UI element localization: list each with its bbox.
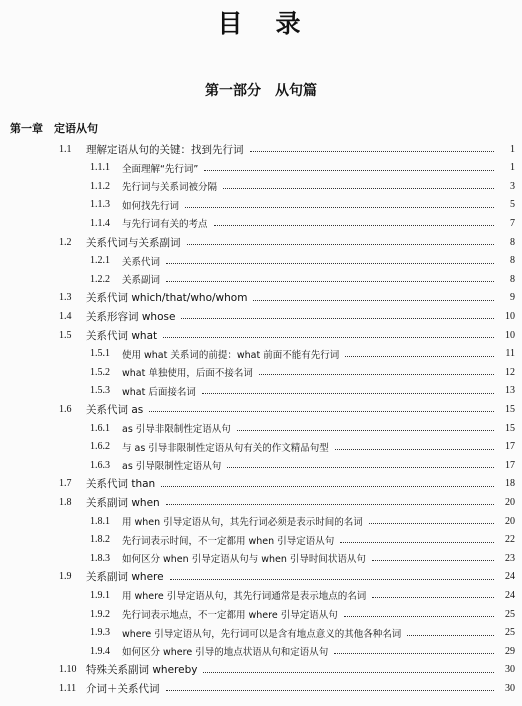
toc-entry-page: 23 bbox=[505, 552, 515, 564]
toc-entry[interactable] bbox=[0, 419, 522, 437]
dot-leader bbox=[166, 262, 494, 264]
toc-entry[interactable] bbox=[0, 586, 522, 604]
dot-leader bbox=[163, 336, 494, 338]
toc-entry-label: 关系代词 bbox=[122, 256, 161, 268]
toc-entry-label: 先行词与关系词被分隔 bbox=[122, 182, 218, 194]
toc-entry[interactable] bbox=[0, 307, 522, 325]
toc-entry[interactable] bbox=[0, 549, 522, 567]
dot-leader bbox=[250, 150, 494, 152]
toc-entry[interactable] bbox=[0, 624, 522, 642]
toc-entry-label: 关系副词 bbox=[122, 275, 161, 287]
toc-entry-page: 10 bbox=[505, 310, 515, 322]
toc-entry[interactable] bbox=[0, 214, 522, 232]
dot-leader bbox=[344, 615, 494, 617]
toc-entry[interactable] bbox=[0, 345, 522, 363]
toc-entry[interactable] bbox=[0, 252, 522, 270]
toc-entry-label: as 引导限制性定语从句 bbox=[122, 461, 222, 473]
toc-entry-number: 1.9.2 bbox=[90, 608, 110, 620]
dot-leader bbox=[259, 373, 494, 375]
toc-entry-number: 1.10 bbox=[59, 664, 77, 676]
dot-leader bbox=[202, 392, 494, 394]
toc-entry-number: 1.5 bbox=[59, 329, 72, 341]
toc-entry-label: as 引导非限制性定语从句 bbox=[122, 424, 231, 435]
toc-entry[interactable] bbox=[0, 661, 522, 679]
toc-entry[interactable] bbox=[0, 177, 522, 195]
dot-leader bbox=[166, 503, 494, 505]
toc-entry-page: 20 bbox=[505, 496, 515, 508]
toc-entry[interactable] bbox=[0, 233, 522, 251]
toc-entry-page: 25 bbox=[505, 608, 515, 620]
toc-entry-page: 29 bbox=[505, 645, 515, 657]
toc-entry-label: 特殊关系副词 whereby bbox=[86, 664, 198, 677]
dot-leader bbox=[204, 169, 494, 171]
toc-entry[interactable] bbox=[0, 438, 522, 456]
toc-entry-label: 关系代词与关系副词 bbox=[86, 236, 181, 249]
dot-leader bbox=[334, 652, 494, 654]
toc-entry-label: 与 as 引导非限制性定语从句有关的作文精品句型 bbox=[122, 442, 329, 454]
dot-leader bbox=[372, 559, 494, 561]
toc-entry[interactable] bbox=[0, 568, 522, 586]
toc-entry-page: 1 bbox=[510, 162, 515, 174]
dot-leader bbox=[369, 522, 494, 524]
toc-entry-number: 1.9.3 bbox=[90, 627, 110, 639]
toc-entry-label: 与先行词有关的考点 bbox=[122, 219, 208, 231]
toc-entry-number: 1.1.1 bbox=[90, 162, 110, 174]
toc-entry-label: 如何找先行词 bbox=[122, 200, 180, 212]
toc-entry-label: where 引导定语从句，先行词可以是含有地点意义的其他各种名词 bbox=[122, 628, 402, 640]
chapter-heading: 第一章 定语从句 bbox=[10, 122, 98, 135]
dot-leader bbox=[214, 224, 494, 226]
toc-entry-label: 关系代词 than bbox=[86, 478, 156, 491]
toc-entry-page: 15 bbox=[505, 403, 515, 415]
dot-leader bbox=[237, 429, 494, 431]
dot-leader bbox=[253, 299, 494, 301]
toc-entry-page: 12 bbox=[505, 366, 515, 378]
toc-entry[interactable] bbox=[0, 326, 522, 344]
toc-entry-page: 8 bbox=[510, 236, 515, 248]
dot-leader bbox=[166, 689, 494, 691]
toc-entry-number: 1.9.4 bbox=[90, 645, 110, 657]
toc-entry-label: 关系代词 what bbox=[86, 329, 158, 342]
dot-leader bbox=[181, 317, 494, 319]
toc-entry-number: 1.2.2 bbox=[90, 273, 110, 285]
toc-entry[interactable] bbox=[0, 642, 522, 660]
toc-entry-page: 8 bbox=[510, 273, 515, 285]
toc-entry[interactable] bbox=[0, 475, 522, 493]
toc-entry-label: what 后面接名词 bbox=[122, 386, 196, 398]
toc-entry-page: 3 bbox=[510, 180, 515, 192]
toc-entry-page: 1 bbox=[510, 143, 515, 155]
toc-entry-page: 24 bbox=[505, 571, 515, 583]
toc-entry-label: 全面理解“先行词” bbox=[122, 163, 199, 175]
toc-entry[interactable] bbox=[0, 196, 522, 214]
toc-entry-label: 先行词表示地点，不一定都用 where 引导定语从句 bbox=[122, 610, 338, 621]
toc-entry-label: 先行词表示时间，不一定都用 when 引导定语从句 bbox=[122, 535, 335, 547]
toc-entry-number: 1.5.2 bbox=[90, 366, 110, 378]
toc-entry-number: 1.9.1 bbox=[90, 589, 110, 601]
toc-entry[interactable] bbox=[0, 531, 522, 549]
toc-entry-page: 7 bbox=[510, 217, 515, 229]
toc-entry-number: 1.5.1 bbox=[90, 348, 110, 360]
toc-entry[interactable] bbox=[0, 493, 522, 511]
dot-leader bbox=[187, 243, 494, 245]
toc-entry-label: 用 where 引导定语从句，其先行词通常是表示地点的名词 bbox=[122, 591, 367, 603]
toc-entry[interactable] bbox=[0, 382, 522, 400]
toc-entry-number: 1.1 bbox=[59, 143, 72, 155]
dot-leader bbox=[223, 187, 494, 189]
dot-leader bbox=[203, 671, 494, 673]
toc-entry[interactable] bbox=[0, 270, 522, 288]
toc-entry-number: 1.1.2 bbox=[90, 180, 110, 192]
toc-entry-number: 1.8.1 bbox=[90, 515, 110, 527]
toc-entry-page: 20 bbox=[505, 515, 515, 527]
dot-leader bbox=[170, 578, 494, 580]
dot-leader bbox=[407, 634, 494, 636]
toc-entry[interactable] bbox=[0, 679, 522, 697]
toc-entry[interactable] bbox=[0, 140, 522, 158]
toc-entry-page: 22 bbox=[505, 534, 515, 546]
toc-entry-number: 1.1.4 bbox=[90, 217, 110, 229]
dot-leader bbox=[185, 206, 494, 208]
toc-entry-label: 如何区分 when 引导定语从句与 when 引导时间状语从句 bbox=[122, 554, 366, 566]
toc-entry[interactable] bbox=[0, 289, 522, 307]
dot-leader bbox=[161, 485, 494, 487]
toc-entry[interactable] bbox=[0, 400, 522, 418]
toc-entry-number: 1.3 bbox=[59, 292, 72, 304]
toc-entry-label: 关系形容词 whose bbox=[86, 310, 176, 323]
page-title: 目 录 bbox=[217, 9, 305, 38]
toc-entry-number: 1.4 bbox=[59, 310, 72, 322]
dot-leader bbox=[227, 466, 494, 468]
toc-entry-page: 30 bbox=[505, 682, 515, 694]
toc-entry-number: 1.6.3 bbox=[90, 459, 110, 471]
toc-entry-number: 1.1.3 bbox=[90, 199, 110, 211]
toc-entry[interactable] bbox=[0, 512, 522, 530]
toc-entry-page: 10 bbox=[505, 329, 515, 341]
toc-entry-page: 11 bbox=[505, 348, 515, 360]
toc-entry[interactable] bbox=[0, 605, 522, 623]
toc-entry[interactable] bbox=[0, 363, 522, 381]
toc-entry-label: 关系代词 which/that/who/whom bbox=[86, 292, 248, 305]
toc-entry-number: 1.8.3 bbox=[90, 552, 110, 564]
toc-entry-label: 关系副词 when bbox=[86, 496, 160, 509]
toc-entry-number: 1.6.1 bbox=[90, 422, 110, 434]
dot-leader bbox=[345, 355, 494, 357]
toc-entry-page: 8 bbox=[510, 255, 515, 267]
toc-entry-label: 理解定语从句的关键：找到先行词 bbox=[86, 143, 244, 156]
toc-entry-number: 1.6.2 bbox=[90, 441, 110, 453]
toc-entry-number: 1.2 bbox=[59, 236, 72, 248]
toc-entry-page: 18 bbox=[505, 478, 515, 490]
toc-entry-number: 1.2.1 bbox=[90, 255, 110, 267]
toc-entry-number: 1.9 bbox=[59, 571, 72, 583]
toc-entry-label: 使用 what 关系词的前提：what 前面不能有先行词 bbox=[122, 349, 340, 361]
toc-entry-page: 30 bbox=[505, 664, 515, 676]
toc-entry-label: 关系代词 as bbox=[86, 403, 144, 416]
dot-leader bbox=[372, 596, 494, 598]
toc-entry-page: 9 bbox=[510, 292, 515, 304]
toc-entry-number: 1.5.3 bbox=[90, 385, 110, 397]
toc-entry-label: 用 when 引导定语从句，其先行词必须是表示时间的名词 bbox=[122, 517, 363, 528]
part-title: 第一部分 从句篇 bbox=[205, 83, 317, 99]
toc-entry-number: 1.6 bbox=[59, 403, 72, 415]
toc-entry-number: 1.8 bbox=[59, 496, 72, 508]
toc-entry-page: 15 bbox=[505, 422, 515, 434]
toc-entry-number: 1.11 bbox=[59, 682, 77, 694]
toc-entry-label: 关系副词 where bbox=[86, 571, 164, 584]
dot-leader bbox=[335, 448, 494, 450]
dot-leader bbox=[166, 280, 494, 282]
toc-entry[interactable] bbox=[0, 456, 522, 474]
toc-entry-label: what 单独使用，后面不接名词 bbox=[122, 368, 253, 380]
toc-entry-page: 13 bbox=[505, 385, 515, 397]
toc-entry-page: 24 bbox=[505, 589, 515, 601]
toc-entry-page: 25 bbox=[505, 627, 515, 639]
dot-leader bbox=[340, 541, 494, 543]
dot-leader bbox=[149, 410, 494, 412]
toc-entry-number: 1.8.2 bbox=[90, 534, 110, 546]
toc-entry[interactable] bbox=[0, 159, 522, 177]
toc-entry-number: 1.7 bbox=[59, 478, 72, 490]
toc-entry-page: 17 bbox=[505, 441, 515, 453]
toc-entry-page: 17 bbox=[505, 459, 515, 471]
toc-entry-page: 5 bbox=[510, 199, 515, 211]
toc-entry-label: 如何区分 where 引导的地点状语从句和定语从句 bbox=[122, 647, 329, 659]
toc-entry-label: 介词＋关系代词 bbox=[86, 682, 160, 695]
